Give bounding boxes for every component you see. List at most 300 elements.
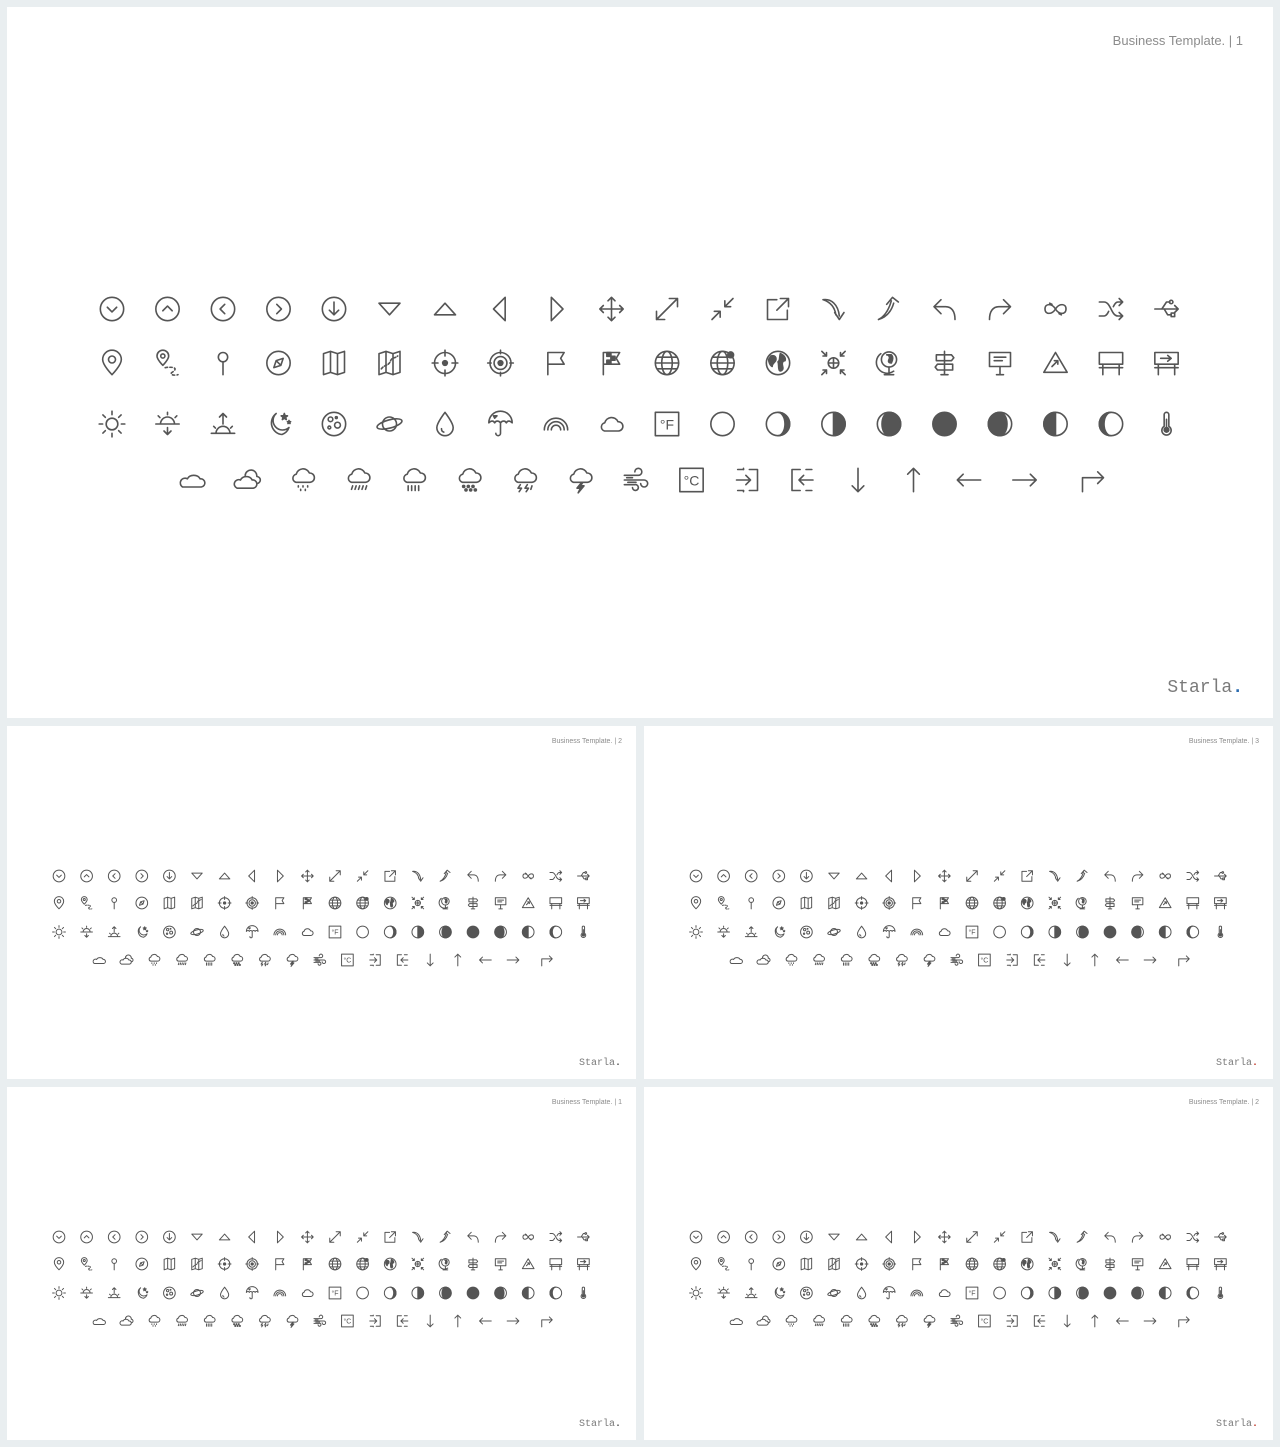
- brand-logo-text: Starla: [1167, 678, 1233, 698]
- moon-craters-icon: [164, 1287, 176, 1299]
- arrow-turn-right-icon: [1179, 1317, 1190, 1327]
- brand-logo-dot: .: [1251, 1419, 1258, 1430]
- expand-diagonal-icon: [330, 1232, 341, 1243]
- road-sign-icon: [1044, 353, 1067, 373]
- desk-globe-icon: [876, 352, 896, 375]
- cloud-simple-icon: [93, 958, 105, 964]
- sign-out-icon: [1034, 1316, 1045, 1327]
- moon-first-quarter-icon: [1049, 1287, 1061, 1299]
- moon-first-quarter-icon: [412, 926, 424, 938]
- slide-thumbnail-1[interactable]: [7, 1087, 636, 1440]
- arrow-right-icon: [1013, 474, 1036, 486]
- water-drop-icon: [858, 1287, 866, 1299]
- triangle-down-icon: [192, 1234, 203, 1240]
- flag-checkered-icon: [940, 898, 948, 909]
- moon-full-icon: [1104, 1287, 1116, 1299]
- cloud-simple-icon: [180, 475, 205, 487]
- fahrenheit-box-icon: [655, 412, 678, 435]
- sun-icon: [53, 1287, 66, 1300]
- chevron-down-circle-icon: [100, 297, 123, 320]
- brand-logo-dot: .: [1251, 1058, 1258, 1069]
- moon-waxing-crescent-icon: [384, 926, 396, 938]
- curved-arrow-up-right-icon: [1077, 1231, 1087, 1242]
- moon-waxing-gibbous-icon: [440, 926, 452, 938]
- moon-waning-gibbous-icon: [988, 412, 1011, 435]
- cloud-double-icon: [120, 1316, 133, 1325]
- arrow-up-icon: [908, 468, 920, 491]
- arrow-right-icon: [1144, 957, 1156, 963]
- billboard-icon: [1187, 898, 1199, 909]
- cloud-storm-icon: [260, 954, 271, 965]
- cloud-drizzle-icon: [149, 1315, 160, 1326]
- triangle-down-icon: [829, 1234, 840, 1240]
- usb-share-icon: [1215, 1233, 1227, 1241]
- icon-grid: [7, 7, 1273, 718]
- cloud-double-icon: [757, 955, 770, 964]
- slide-thumbnail-2b[interactable]: [644, 1087, 1273, 1440]
- planet-saturn-icon: [190, 928, 203, 935]
- triangle-down-icon: [829, 873, 840, 879]
- cloud-snow-icon: [232, 1315, 243, 1326]
- celsius-box-label: °C: [343, 957, 352, 965]
- chevron-left-circle-icon: [108, 870, 120, 882]
- map-route-icon: [829, 897, 840, 909]
- fahrenheit-box-icon: [329, 1287, 341, 1299]
- forward-arrow-icon: [1132, 871, 1143, 881]
- shuffle-arrows-icon: [1099, 299, 1122, 320]
- sign-out-icon: [397, 955, 408, 966]
- celsius-box-icon: [979, 1315, 991, 1327]
- umbrella-icon: [489, 411, 512, 436]
- external-link-icon: [1022, 871, 1032, 882]
- triangle-up-icon: [856, 1234, 867, 1240]
- fahrenheit-box-icon: [966, 1287, 978, 1299]
- moon-craters-icon: [322, 412, 345, 435]
- globe-arrows-in-icon: [822, 351, 845, 374]
- moon-first-quarter-icon: [822, 412, 845, 435]
- globe-icon: [966, 1258, 978, 1270]
- arrow-down-icon: [1064, 954, 1070, 966]
- billboard-arrow-icon: [578, 898, 590, 909]
- external-link-icon: [768, 299, 789, 320]
- moon-waning-gibbous-icon: [495, 926, 507, 938]
- sun-icon: [99, 411, 125, 437]
- umbrella-icon: [883, 1287, 895, 1299]
- icon-grid: [644, 726, 1273, 1079]
- moon-new-icon: [711, 412, 734, 435]
- wind-icon: [314, 1315, 326, 1326]
- chevron-left-circle-icon: [745, 1231, 757, 1243]
- flag-outline-icon: [276, 898, 284, 909]
- map-folded-icon: [324, 351, 345, 374]
- target-bullseye-icon: [246, 897, 259, 910]
- arrow-up-icon: [1092, 1315, 1098, 1327]
- globe-icon: [655, 351, 678, 374]
- loop-arrows-icon: [523, 1234, 534, 1240]
- wind-icon: [951, 954, 963, 965]
- curved-arrow-down-right-icon: [1050, 871, 1061, 881]
- arrow-down-circle-icon: [801, 870, 813, 882]
- moon-waxing-crescent-icon: [384, 1287, 396, 1299]
- collapse-diagonal-icon: [357, 1232, 368, 1243]
- triangle-left-icon: [886, 870, 892, 882]
- triangle-left-icon: [249, 870, 255, 882]
- push-pin-icon: [749, 898, 754, 909]
- usb-share-icon: [1155, 300, 1178, 316]
- brand-logo-dot: .: [614, 1058, 621, 1069]
- moon-first-quarter-icon: [1049, 926, 1061, 938]
- move-arrows-icon: [939, 1231, 951, 1243]
- loop-arrows-icon: [1160, 873, 1171, 879]
- icon-grid: [644, 1087, 1273, 1440]
- reply-arrow-icon: [1105, 1232, 1116, 1242]
- road-sign-icon: [522, 898, 534, 908]
- moon-waxing-gibbous-icon: [1077, 926, 1089, 938]
- triangle-up-icon: [856, 873, 867, 879]
- triangle-right-icon: [914, 870, 920, 882]
- cloud-drizzle-icon: [293, 469, 314, 491]
- compass-icon: [773, 897, 785, 909]
- arrow-left-icon: [1117, 1318, 1129, 1324]
- earth-icon: [384, 1258, 396, 1270]
- arrow-down-circle-icon: [164, 870, 176, 882]
- sign-out-icon: [1034, 955, 1045, 966]
- arrow-up-icon: [455, 1315, 461, 1327]
- globe-network-icon: [357, 897, 369, 909]
- curved-arrow-up-right-icon: [440, 870, 450, 881]
- celsius-box-label: °C: [980, 957, 989, 965]
- moon-first-quarter-icon: [412, 1287, 424, 1299]
- globe-network-icon: [711, 351, 734, 374]
- route-pin-icon: [81, 897, 92, 909]
- loop-arrows-icon: [1160, 1234, 1171, 1240]
- arrow-up-icon: [455, 954, 461, 966]
- globe-network-icon: [994, 897, 1006, 909]
- cloud-snow-icon: [869, 954, 880, 965]
- moon-stars-icon: [271, 414, 290, 435]
- usb-share-icon: [1215, 872, 1227, 880]
- target-crosshair-icon: [218, 897, 231, 910]
- moon-stars-icon: [138, 1288, 148, 1299]
- sunrise-icon: [108, 927, 120, 937]
- chevron-down-circle-icon: [53, 1231, 65, 1243]
- triangle-down-icon: [379, 303, 400, 315]
- push-pin-icon: [749, 1259, 754, 1270]
- sunset-icon: [718, 1287, 730, 1298]
- sign-in-icon: [1007, 954, 1018, 966]
- arrow-down-circle-icon: [801, 1231, 813, 1243]
- arrow-turn-right-icon: [1083, 472, 1104, 492]
- slide-header: Business Template. | 1: [551, 1099, 622, 1106]
- chevron-right-circle-icon: [773, 870, 785, 882]
- planet-saturn-icon: [190, 1289, 203, 1296]
- shuffle-arrows-icon: [1187, 1232, 1199, 1243]
- rainbow-icon: [911, 1290, 923, 1296]
- info-board-icon: [990, 353, 1011, 375]
- cloud-storm-icon: [897, 1315, 908, 1326]
- map-route-icon: [829, 1258, 840, 1270]
- billboard-arrow-icon: [1215, 1259, 1227, 1270]
- cloud-simple-icon: [93, 1319, 105, 1325]
- cloud-rain-icon: [404, 469, 425, 491]
- reply-arrow-icon: [468, 1232, 479, 1242]
- globe-network-icon: [357, 1258, 369, 1270]
- water-drop-icon: [221, 1287, 229, 1299]
- sunset-icon: [81, 926, 93, 937]
- map-route-icon: [192, 897, 203, 909]
- fahrenheit-box-label: °F: [331, 929, 339, 937]
- cloud-lightning-icon: [570, 469, 591, 493]
- arrow-right-icon: [1144, 1318, 1156, 1324]
- shuffle-arrows-icon: [550, 871, 562, 882]
- triangle-up-icon: [219, 1234, 230, 1240]
- shuffle-arrows-icon: [1187, 871, 1199, 882]
- moon-last-quarter-icon: [1044, 412, 1067, 435]
- expand-diagonal-icon: [967, 871, 978, 882]
- desk-globe-icon: [1076, 897, 1086, 908]
- globe-arrows-in-icon: [412, 897, 424, 909]
- rainbow-icon: [274, 1290, 286, 1296]
- map-pin-icon: [103, 350, 122, 375]
- rainbow-icon: [274, 929, 286, 935]
- map-route-icon: [192, 1258, 203, 1270]
- cloud-double-icon: [120, 955, 133, 964]
- arrow-up-icon: [1092, 954, 1098, 966]
- sign-out-icon: [397, 1316, 408, 1327]
- moon-full-icon: [1104, 926, 1116, 938]
- desk-globe-icon: [439, 1258, 449, 1269]
- water-drop-icon: [437, 412, 453, 435]
- signpost-icon: [468, 1258, 477, 1270]
- triangle-right-icon: [277, 870, 283, 882]
- sunrise-icon: [108, 1288, 120, 1298]
- moon-stars-icon: [775, 927, 785, 938]
- chevron-down-circle-icon: [690, 870, 702, 882]
- reply-arrow-icon: [934, 300, 955, 320]
- cloud-storm-icon: [897, 954, 908, 965]
- moon-new-icon: [357, 926, 369, 938]
- chevron-right-circle-icon: [136, 870, 148, 882]
- fahrenheit-box-label: °F: [659, 416, 675, 433]
- cloud-heavy-rain-icon: [177, 954, 188, 964]
- globe-arrows-in-icon: [1049, 897, 1061, 909]
- sunrise-icon: [211, 414, 234, 434]
- celsius-box-icon: [680, 468, 703, 491]
- moon-stars-icon: [775, 1288, 785, 1299]
- slide-header: Business Template. | 1: [1112, 33, 1243, 48]
- push-pin-icon: [218, 353, 227, 375]
- moon-stars-icon: [138, 927, 148, 938]
- earth-icon: [1021, 1258, 1033, 1270]
- celsius-box-icon: [979, 954, 991, 966]
- cloud-drizzle-icon: [786, 954, 797, 965]
- brand-logo-text: Starla: [1215, 1419, 1252, 1430]
- flag-outline-icon: [913, 898, 921, 909]
- cloud-icon: [939, 929, 950, 936]
- cloud-rain-icon: [204, 954, 215, 965]
- reply-arrow-icon: [468, 871, 479, 881]
- chevron-up-circle-icon: [81, 1231, 93, 1243]
- thermometer-icon: [1162, 412, 1171, 435]
- thermometer-icon: [581, 1287, 586, 1298]
- slide-header: Business Template. | 2: [1188, 1099, 1259, 1106]
- umbrella-icon: [246, 926, 258, 938]
- wind-icon: [314, 954, 326, 965]
- brand-logo-text: Starla: [1215, 1058, 1252, 1069]
- cloud-storm-icon: [515, 469, 536, 492]
- cloud-double-icon: [234, 470, 260, 488]
- celsius-box-label: °C: [343, 1318, 352, 1326]
- flag-checkered-icon: [940, 1259, 948, 1270]
- info-board-icon: [495, 898, 506, 909]
- loop-arrows-icon: [1045, 303, 1066, 315]
- chevron-left-circle-icon: [211, 297, 234, 320]
- icon-grid: [7, 1087, 636, 1440]
- move-arrows-icon: [302, 1231, 314, 1243]
- planet-saturn-icon: [376, 417, 403, 432]
- sun-icon: [690, 926, 703, 939]
- thermometer-icon: [1218, 1287, 1223, 1298]
- road-sign-icon: [522, 1259, 534, 1269]
- cloud-heavy-rain-icon: [814, 1315, 825, 1325]
- billboard-arrow-icon: [1215, 898, 1227, 909]
- sunset-icon: [156, 412, 179, 434]
- moon-waning-gibbous-icon: [1132, 1287, 1144, 1299]
- fahrenheit-box-icon: [329, 926, 341, 938]
- cloud-lightning-icon: [924, 954, 935, 966]
- umbrella-icon: [883, 926, 895, 938]
- arrow-down-icon: [852, 468, 864, 491]
- sign-in-icon: [370, 954, 381, 966]
- loop-arrows-icon: [523, 873, 534, 879]
- earth-icon: [766, 351, 789, 374]
- triangle-down-icon: [192, 873, 203, 879]
- arrow-right-icon: [507, 1318, 519, 1324]
- moon-waning-crescent-icon: [1099, 412, 1122, 435]
- sunrise-icon: [745, 1288, 757, 1298]
- map-folded-icon: [801, 897, 812, 909]
- sunset-icon: [81, 1287, 93, 1298]
- route-pin-icon: [157, 350, 178, 375]
- forward-arrow-icon: [495, 871, 506, 881]
- water-drop-icon: [858, 926, 866, 938]
- water-drop-icon: [221, 926, 229, 938]
- route-pin-icon: [718, 897, 729, 909]
- arrow-down-circle-icon: [322, 297, 345, 320]
- target-crosshair-icon: [855, 1258, 868, 1271]
- info-board-icon: [1132, 898, 1143, 909]
- usb-share-icon: [578, 1233, 590, 1241]
- collapse-diagonal-icon: [357, 871, 368, 882]
- triangle-right-icon: [277, 1231, 283, 1243]
- target-bullseye-icon: [488, 350, 514, 376]
- arrow-down-icon: [427, 1315, 433, 1327]
- target-crosshair-icon: [432, 350, 458, 376]
- map-pin-icon: [691, 1258, 700, 1270]
- brand-logo-text: Starla: [578, 1058, 615, 1069]
- moon-waxing-gibbous-icon: [440, 1287, 452, 1299]
- signpost-icon: [935, 351, 954, 374]
- triangle-up-icon: [219, 873, 230, 879]
- cloud-lightning-icon: [287, 954, 298, 966]
- compass-icon: [136, 1258, 148, 1270]
- moon-full-icon: [933, 412, 956, 435]
- fahrenheit-box-icon: [966, 926, 978, 938]
- external-link-icon: [385, 871, 396, 882]
- triangle-right-icon: [551, 297, 563, 320]
- target-bullseye-icon: [883, 1258, 896, 1271]
- cloud-storm-icon: [260, 1315, 271, 1326]
- arrow-left-icon: [1117, 957, 1129, 963]
- info-board-icon: [495, 1259, 506, 1270]
- billboard-icon: [550, 898, 562, 909]
- move-arrows-icon: [600, 297, 623, 320]
- map-folded-icon: [164, 897, 175, 909]
- moon-last-quarter-icon: [1159, 1287, 1171, 1299]
- triangle-left-icon: [249, 1231, 255, 1243]
- arrow-down-circle-icon: [164, 1231, 176, 1243]
- signpost-icon: [1105, 897, 1114, 909]
- cloud-simple-icon: [730, 1319, 742, 1325]
- map-folded-icon: [164, 1258, 175, 1270]
- sign-out-icon: [792, 470, 813, 491]
- move-arrows-icon: [939, 870, 951, 882]
- fahrenheit-box-label: °F: [331, 1290, 339, 1298]
- cloud-snow-icon: [459, 469, 480, 491]
- moon-last-quarter-icon: [1159, 926, 1171, 938]
- brand-logo-dot: .: [1232, 678, 1243, 698]
- earth-icon: [1021, 897, 1033, 909]
- arrow-turn-right-icon: [542, 956, 553, 966]
- moon-full-icon: [467, 926, 479, 938]
- compass-icon: [267, 351, 290, 374]
- brand-logo-text: Starla: [578, 1419, 615, 1430]
- collapse-diagonal-icon: [994, 871, 1005, 882]
- slide-thumbnail-2[interactable]: [7, 726, 636, 1079]
- shuffle-arrows-icon: [550, 1232, 562, 1243]
- billboard-icon: [550, 1259, 562, 1270]
- main-slide[interactable]: [7, 7, 1273, 718]
- chevron-down-circle-icon: [690, 1231, 702, 1243]
- target-crosshair-icon: [855, 897, 868, 910]
- push-pin-icon: [112, 898, 117, 909]
- map-folded-icon: [801, 1258, 812, 1270]
- moon-last-quarter-icon: [522, 1287, 534, 1299]
- wind-icon: [624, 468, 647, 490]
- cloud-icon: [302, 929, 313, 936]
- umbrella-icon: [246, 1287, 258, 1299]
- cloud-snow-icon: [869, 1315, 880, 1326]
- flag-checkered-icon: [303, 1259, 311, 1270]
- billboard-arrow-icon: [1155, 353, 1178, 375]
- map-pin-icon: [54, 897, 63, 909]
- moon-new-icon: [994, 926, 1006, 938]
- sign-in-icon: [1007, 1315, 1018, 1327]
- flag-outline-icon: [548, 353, 564, 375]
- triangle-right-icon: [914, 1231, 920, 1243]
- moon-waning-gibbous-icon: [495, 1287, 507, 1299]
- planet-saturn-icon: [827, 1289, 840, 1296]
- slide-thumbnail-3[interactable]: [644, 726, 1273, 1079]
- celsius-box-icon: [342, 954, 354, 966]
- curved-arrow-up-right-icon: [1077, 870, 1087, 881]
- forward-arrow-icon: [1132, 1232, 1143, 1242]
- cloud-lightning-icon: [924, 1315, 935, 1327]
- arrow-left-icon: [480, 1318, 492, 1324]
- arrow-down-icon: [427, 954, 433, 966]
- target-bullseye-icon: [883, 897, 896, 910]
- route-pin-icon: [718, 1258, 729, 1270]
